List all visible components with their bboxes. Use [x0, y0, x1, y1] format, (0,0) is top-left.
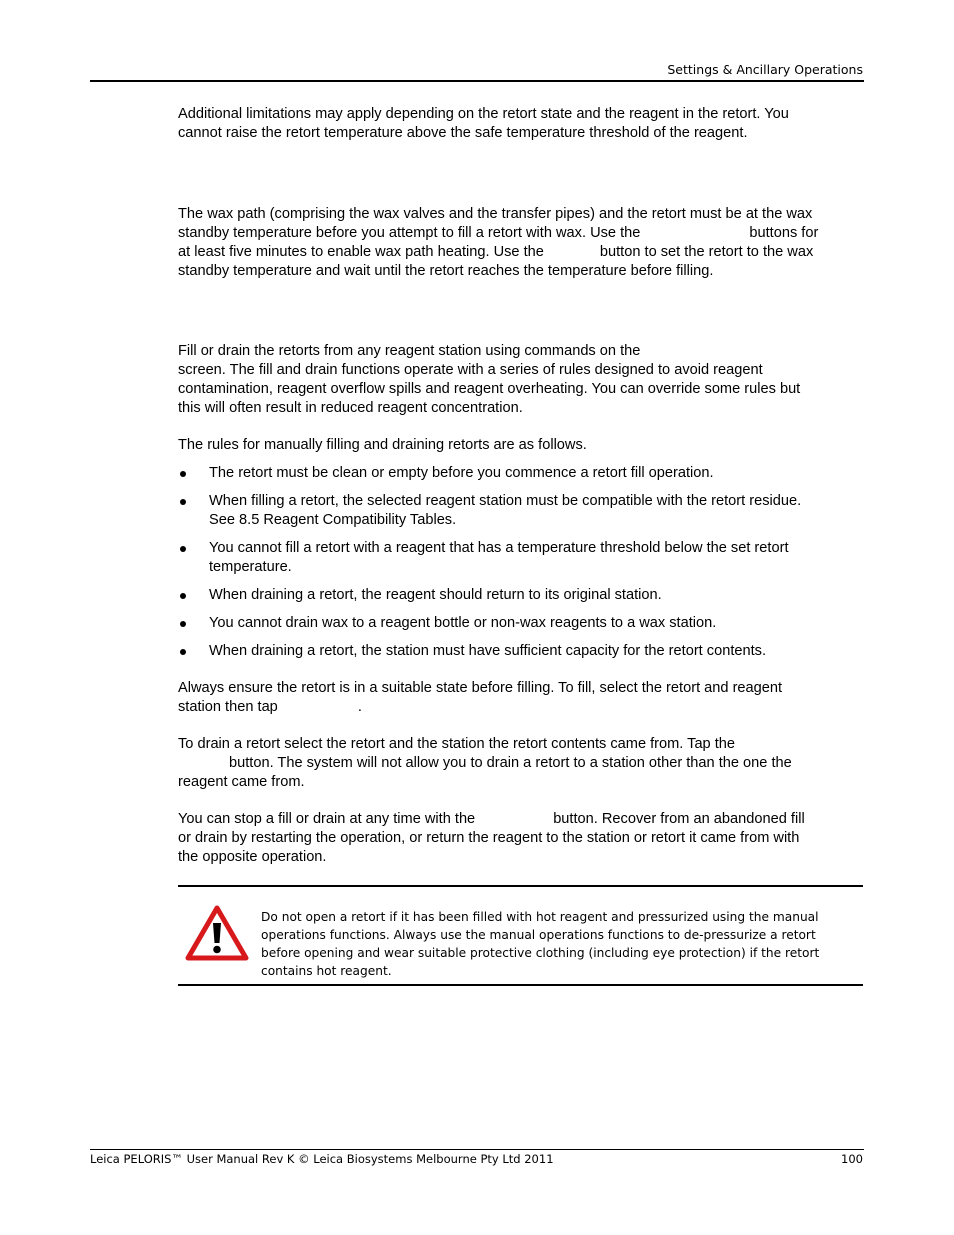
text-line: temperature.: [209, 559, 292, 575]
text-line: [178, 810, 862, 829]
fill-paragraph: [178, 679, 862, 717]
footer-copyright: Leica PELORIS™ User Manual Rev K © Leica Biosystems Melbourne Pty Ltd 2011: [90, 1152, 554, 1166]
text-segment: You can stop a fill or drain at any time with the: [178, 811, 476, 827]
text-line: You cannot drain wax to a reagent bottle or non-wax reagents to a wax station.: [209, 615, 717, 631]
warning-triangle-icon: [185, 905, 249, 962]
text-segment: station then tap: [178, 699, 278, 715]
list-item: [178, 539, 862, 577]
text-line: cannot raise the retort temperature above the safe temperature threshold of the reagent.: [178, 125, 748, 141]
fill-drain-paragraph: [178, 342, 862, 418]
text-line: When draining a retort, the station must have sufficient capacity for the retort contents.: [209, 643, 767, 659]
text-line: [178, 243, 862, 262]
text-segment: button. Recover from an abandoned fill: [553, 811, 805, 827]
text-line: operations functions. Always use the manual operations functions to de-pressurize a retort: [261, 928, 816, 942]
page-number: 100: [841, 1152, 863, 1166]
text-segment: button. The system will not allow you to drain a retort to a station other than the one the: [229, 755, 792, 771]
stop-paragraph: [178, 810, 862, 867]
text-segment: button to set the retort to the wax: [599, 244, 814, 260]
text-line: [178, 224, 862, 243]
warning-text: [261, 908, 861, 980]
text-line: before opening and wear suitable protective clothing (including eye protection) if the retort: [261, 946, 820, 960]
text-line: The retort must be clean or empty before you commence a retort fill operation.: [209, 465, 714, 481]
text-line: Fill or drain the retorts from any reagent station using commands on the: [178, 343, 641, 359]
text-line: standby temperature and wait until the retort reaches the temperature before filling.: [178, 263, 714, 279]
text-line: Always ensure the retort is in a suitable state before filling. To fill, select the retort and reagent: [178, 680, 783, 696]
header-divider: [90, 80, 864, 82]
warning-top-rule: [178, 885, 863, 887]
text-line: contamination, reagent overflow spills and reagent overheating. You can override some rules but: [178, 381, 801, 397]
text-line: the opposite operation.: [178, 849, 327, 865]
list-item: [178, 642, 862, 661]
text-line: The rules for manually filling and draining retorts are as follows.: [178, 437, 587, 453]
rules-intro: [178, 436, 862, 455]
text-line: The wax path (comprising the wax valves and the transfer pipes) and the retort must be at the wax: [178, 206, 813, 222]
text-segment: buttons for: [749, 225, 819, 241]
text-line: reagent came from.: [178, 774, 305, 790]
list-item: [178, 614, 862, 633]
rules-list: [178, 464, 862, 670]
text-line: Additional limitations may apply depending on the retort state and the reagent in the retort. You: [178, 106, 789, 122]
drain-paragraph: [178, 735, 862, 792]
text-line: this will often result in reduced reagent concentration.: [178, 400, 523, 416]
wax-path-paragraph: [178, 205, 862, 281]
list-item: [178, 586, 862, 605]
text-line: When draining a retort, the reagent should return to its original station.: [209, 587, 662, 603]
text-segment: at least five minutes to enable wax path heating. Use the: [178, 244, 544, 260]
text-segment: .: [357, 699, 362, 715]
running-header: Settings & Ancillary Operations: [667, 62, 863, 77]
limitations-paragraph: [178, 105, 862, 143]
list-item: [178, 464, 862, 483]
text-line: [178, 754, 862, 773]
text-line: [178, 698, 862, 717]
text-line: or drain by restarting the operation, or return the reagent to the station or retort it came from with: [178, 830, 800, 846]
list-item: [178, 492, 862, 530]
text-line: contains hot reagent.: [261, 964, 392, 978]
text-line: You cannot fill a retort with a reagent that has a temperature threshold below the set retort: [209, 540, 789, 556]
text-line: See 8.5 Reagent Compatibility Tables.: [209, 512, 457, 528]
text-line: To drain a retort select the retort and the station the retort contents came from. Tap the: [178, 736, 736, 752]
text-line: Do not open a retort if it has been filled with hot reagent and pressurized using the manual: [261, 910, 819, 924]
text-segment: standby temperature before you attempt to fill a retort with wax. Use the: [178, 225, 641, 241]
footer-divider: [90, 1149, 864, 1150]
text-line: screen. The fill and drain functions operate with a series of rules designed to avoid reagent: [178, 362, 763, 378]
text-line: When filling a retort, the selected reagent station must be compatible with the retort residue.: [209, 493, 802, 509]
warning-bottom-rule: [178, 984, 863, 986]
